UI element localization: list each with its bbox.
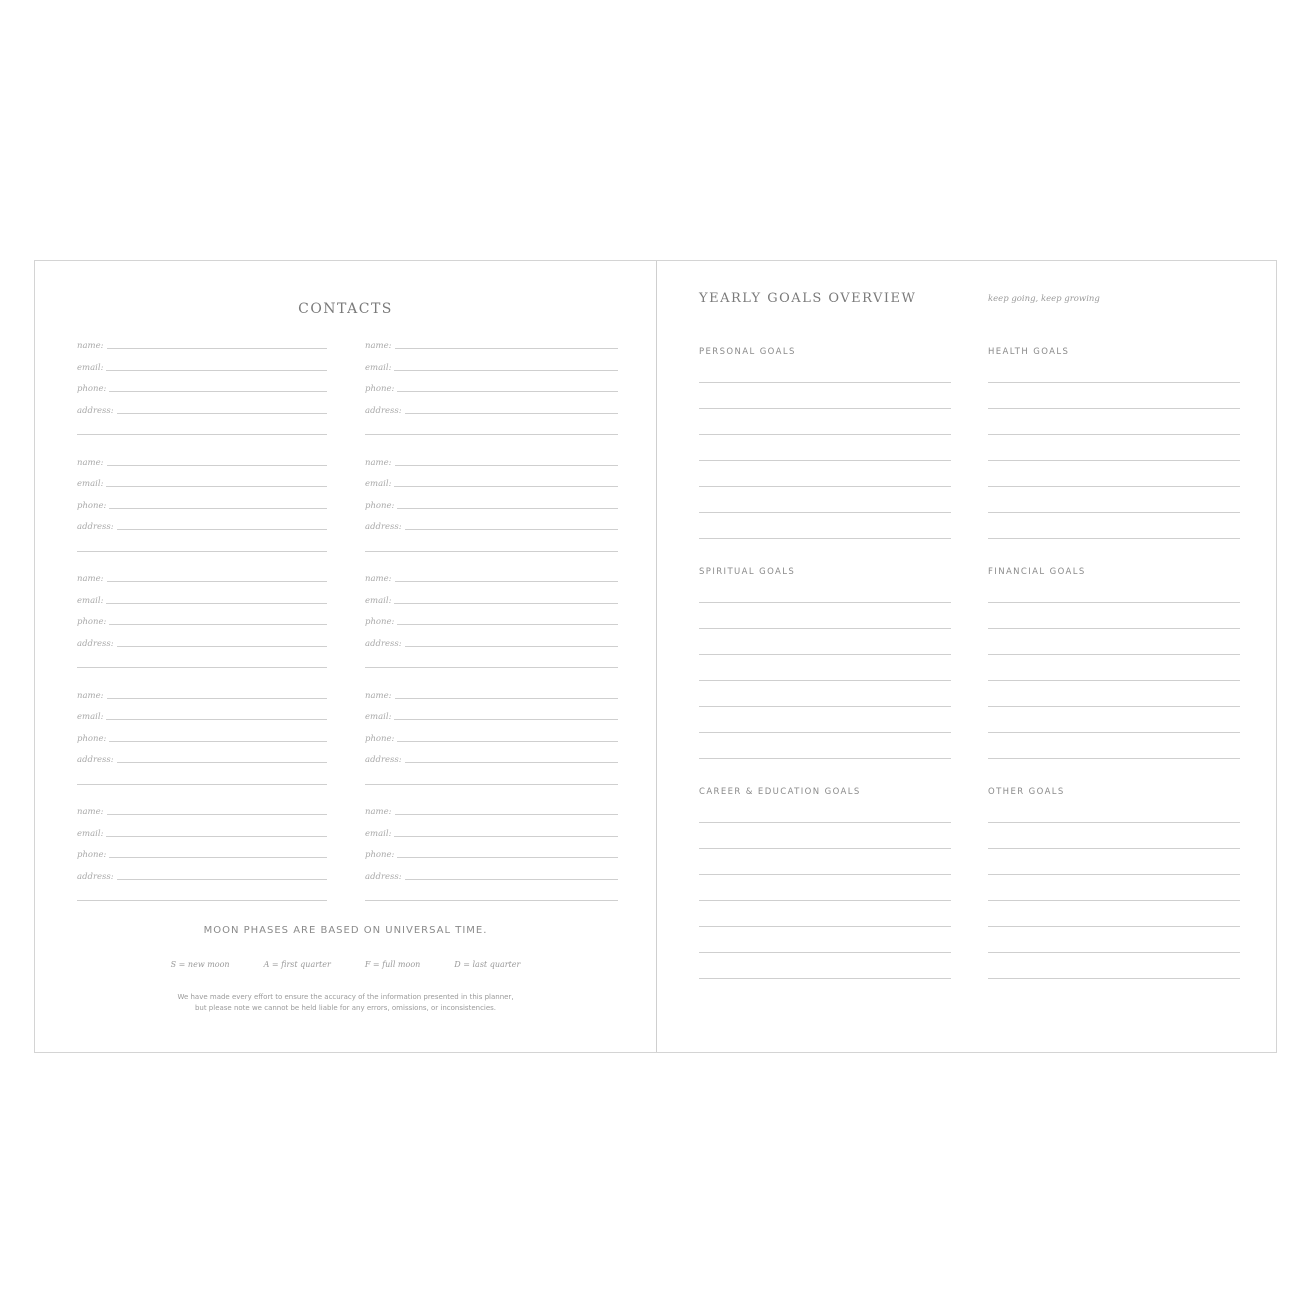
goal-section — [699, 567, 951, 767]
goal-section — [988, 347, 1240, 547]
goal-line[interactable] — [988, 486, 1240, 487]
contact-name-line[interactable] — [395, 464, 619, 466]
contact-email-label: email: — [365, 595, 392, 606]
contact-address-line-2[interactable] — [365, 656, 618, 670]
contact-name-line[interactable] — [107, 464, 328, 466]
contact-phone-line[interactable] — [397, 623, 618, 625]
goal-line[interactable] — [988, 602, 1240, 603]
contact-email-line[interactable] — [106, 835, 327, 837]
contact-name-row — [365, 570, 618, 584]
contact-phone-label: phone: — [77, 733, 107, 744]
goal-line[interactable] — [988, 628, 1240, 629]
contact-address-line[interactable] — [77, 783, 327, 785]
contact-name-line[interactable] — [395, 697, 619, 699]
planner-spread — [34, 260, 1277, 1053]
contact-name-row — [77, 570, 327, 584]
contact-name-row — [77, 337, 327, 351]
contact-address-line[interactable] — [77, 899, 327, 901]
contact-name-line[interactable] — [395, 813, 619, 815]
contact-address-label: address: — [365, 522, 402, 532]
contact-address-row — [77, 635, 327, 649]
contact-address-line[interactable] — [117, 528, 327, 530]
contact-email-line[interactable] — [106, 485, 327, 487]
goal-line[interactable] — [988, 874, 1240, 875]
goals-page — [657, 261, 1276, 1052]
contact-address-line[interactable] — [365, 550, 618, 552]
contact-phone-label: phone: — [365, 733, 395, 744]
contact-name-row — [365, 337, 618, 351]
moon-legend — [35, 960, 656, 969]
contact-address-label: address: — [365, 871, 402, 882]
contact-address-line[interactable] — [77, 550, 327, 552]
moon-legend-last-quarter: D = last quarter — [454, 960, 521, 969]
contact-address-line[interactable] — [365, 433, 618, 435]
moon-legend-first-quarter: A = first quarter — [263, 960, 331, 969]
contact-phone-row — [365, 846, 618, 860]
goal-line[interactable] — [988, 706, 1240, 707]
contact-phone-row — [365, 730, 618, 744]
goal-line[interactable] — [988, 926, 1240, 927]
goal-line[interactable] — [988, 848, 1240, 849]
contact-email-line[interactable] — [106, 602, 327, 604]
goal-section — [699, 347, 951, 547]
contact-address-label: address: — [77, 522, 114, 532]
contacts-page — [35, 261, 657, 1052]
contact-phone-row — [365, 380, 618, 394]
contact-email-row — [365, 825, 618, 839]
contact-email-label: email: — [77, 479, 104, 489]
goal-line[interactable] — [699, 900, 951, 901]
contact-name-label: name: — [365, 457, 392, 468]
contact-block — [77, 803, 327, 903]
goal-section-title: HEALTH GOALS — [988, 347, 1070, 357]
contact-address-line-2[interactable] — [365, 889, 618, 903]
contact-phone-row — [77, 613, 327, 627]
contact-name-line[interactable] — [395, 347, 619, 349]
contact-name-row — [365, 803, 618, 817]
contact-email-line[interactable] — [394, 718, 618, 720]
contact-name-row — [365, 454, 618, 468]
contact-name-row — [365, 687, 618, 701]
contact-name-label: name: — [77, 574, 104, 584]
contact-email-label: email: — [365, 362, 392, 373]
contact-block — [365, 687, 618, 787]
goal-line[interactable] — [699, 628, 951, 629]
disclaimer — [35, 992, 656, 1014]
contact-block — [77, 337, 327, 437]
goal-line[interactable] — [988, 512, 1240, 513]
goal-line[interactable] — [988, 460, 1240, 461]
contact-email-label: email: — [365, 828, 392, 839]
contact-phone-line[interactable] — [109, 507, 327, 509]
goal-line[interactable] — [699, 382, 951, 383]
contact-address-line[interactable] — [365, 783, 618, 785]
contact-phone-line[interactable] — [397, 740, 618, 742]
contact-address-label: address: — [77, 871, 114, 882]
goal-line[interactable] — [699, 822, 951, 823]
goal-line[interactable] — [699, 848, 951, 849]
contact-address-line[interactable] — [405, 528, 618, 530]
contact-block — [365, 337, 618, 437]
contact-name-line[interactable] — [107, 347, 328, 349]
contact-block — [77, 687, 327, 787]
contact-email-label: email: — [77, 828, 104, 839]
contact-address-line-2[interactable] — [365, 423, 618, 437]
contact-address-label: address: — [77, 755, 114, 765]
goal-line[interactable] — [699, 512, 951, 513]
goal-line[interactable] — [699, 952, 951, 953]
goal-line[interactable] — [699, 486, 951, 487]
contact-phone-label: phone: — [365, 617, 395, 627]
contact-address-line[interactable] — [365, 666, 618, 668]
goal-line[interactable] — [699, 434, 951, 435]
goal-line[interactable] — [988, 732, 1240, 733]
contact-email-line[interactable] — [394, 369, 618, 371]
goal-section — [988, 567, 1240, 767]
goal-line[interactable] — [988, 758, 1240, 759]
goals-tagline: keep going, keep growing — [988, 294, 1100, 304]
goal-line[interactable] — [699, 408, 951, 409]
goal-line[interactable] — [699, 874, 951, 875]
goal-line[interactable] — [699, 732, 951, 733]
moon-legend-full: F = full moon — [364, 960, 421, 969]
goal-line[interactable] — [988, 538, 1240, 539]
contact-address-line-2[interactable] — [77, 540, 327, 554]
contact-email-row — [77, 825, 327, 839]
contact-phone-row — [77, 497, 327, 511]
contact-address-label: address: — [77, 638, 114, 649]
contact-name-label: name: — [365, 574, 392, 584]
contact-email-line[interactable] — [394, 485, 618, 487]
contact-phone-row — [77, 380, 327, 394]
contact-name-label: name: — [77, 341, 104, 351]
contact-name-row — [77, 687, 327, 701]
contact-email-label: email: — [77, 712, 104, 722]
contact-address-label: address: — [365, 755, 402, 765]
contact-phone-label: phone: — [77, 384, 107, 394]
contact-address-line[interactable] — [405, 878, 618, 880]
contact-address-line[interactable] — [117, 412, 327, 414]
contacts-title: CONTACTS — [298, 301, 393, 317]
goal-line[interactable] — [988, 680, 1240, 681]
goal-line[interactable] — [699, 758, 951, 759]
goal-line[interactable] — [988, 434, 1240, 435]
contact-name-label: name: — [77, 457, 104, 468]
contact-email-label: email: — [77, 362, 104, 373]
contact-name-label: name: — [77, 807, 104, 817]
contact-name-row — [77, 803, 327, 817]
contact-phone-label: phone: — [77, 617, 107, 627]
contact-phone-line[interactable] — [397, 856, 618, 858]
contact-address-line-2[interactable] — [77, 773, 327, 787]
contact-block — [365, 803, 618, 903]
contact-address-row — [365, 518, 618, 532]
contact-address-line[interactable] — [117, 761, 327, 763]
moon-phases-title: MOON PHASES ARE BASED ON UNIVERSAL TIME. — [203, 925, 488, 936]
contact-phone-label: phone: — [77, 500, 107, 511]
contact-email-label: email: — [77, 595, 104, 606]
contact-address-line[interactable] — [77, 433, 327, 435]
goal-line[interactable] — [699, 978, 951, 979]
contact-phone-line[interactable] — [109, 390, 327, 392]
contact-block — [77, 454, 327, 554]
contact-name-line[interactable] — [107, 697, 328, 699]
goal-section-title: OTHER GOALS — [988, 787, 1065, 797]
goal-section-title: SPIRITUAL GOALS — [699, 567, 796, 577]
contact-address-label: address: — [365, 638, 402, 649]
contact-address-line-2[interactable] — [365, 540, 618, 554]
contact-email-row — [77, 592, 327, 606]
contact-phone-row — [365, 613, 618, 627]
contact-name-label: name: — [77, 690, 104, 701]
contact-address-row — [77, 518, 327, 532]
goal-line[interactable] — [699, 538, 951, 539]
contact-email-row — [365, 708, 618, 722]
goal-line[interactable] — [699, 926, 951, 927]
goal-line[interactable] — [988, 900, 1240, 901]
contact-email-row — [77, 708, 327, 722]
contact-email-line[interactable] — [394, 602, 618, 604]
contacts-grid — [77, 337, 618, 907]
contact-phone-label: phone: — [365, 500, 395, 511]
goal-line[interactable] — [988, 822, 1240, 823]
contact-block — [365, 454, 618, 554]
contact-phone-label: phone: — [365, 850, 395, 860]
contact-phone-row — [77, 846, 327, 860]
disclaimer-line-2: but please note we cannot be held liable for any errors, omissions, or inconsistencies. — [194, 1004, 497, 1012]
contact-phone-line[interactable] — [109, 623, 327, 625]
contact-address-row — [365, 751, 618, 765]
contact-name-label: name: — [365, 341, 392, 351]
contact-email-line[interactable] — [106, 369, 327, 371]
contact-phone-label: phone: — [77, 850, 107, 860]
contact-email-row — [77, 475, 327, 489]
contact-address-line-2[interactable] — [77, 423, 327, 437]
contact-phone-line[interactable] — [397, 390, 618, 392]
goal-line[interactable] — [988, 382, 1240, 383]
contact-name-label: name: — [365, 690, 392, 701]
contact-phone-row — [365, 497, 618, 511]
contact-email-row — [365, 359, 618, 373]
disclaimer-line-1: We have made every effort to ensure the accuracy of the information presented in this planner, — [177, 993, 514, 1001]
contact-address-line[interactable] — [365, 899, 618, 901]
contact-name-line[interactable] — [107, 580, 328, 582]
contact-block — [365, 570, 618, 670]
goal-section — [988, 787, 1240, 987]
contact-phone-line[interactable] — [397, 507, 618, 509]
goal-line[interactable] — [988, 408, 1240, 409]
goals-title: YEARLY GOALS OVERVIEW — [699, 291, 917, 306]
contact-address-label: address: — [365, 405, 402, 416]
goal-line[interactable] — [988, 978, 1240, 979]
contact-address-line-2[interactable] — [77, 656, 327, 670]
goal-line[interactable] — [699, 680, 951, 681]
contact-address-line[interactable] — [77, 666, 327, 668]
contact-address-line[interactable] — [405, 412, 618, 414]
contact-address-line[interactable] — [117, 878, 327, 880]
contact-address-line-2[interactable] — [365, 773, 618, 787]
contact-name-row — [77, 454, 327, 468]
contact-phone-line[interactable] — [109, 740, 327, 742]
goal-line[interactable] — [699, 602, 951, 603]
contact-phone-label: phone: — [365, 384, 395, 394]
contact-address-row — [365, 635, 618, 649]
contact-address-row — [77, 868, 327, 882]
contact-email-line[interactable] — [106, 718, 327, 720]
goal-line[interactable] — [699, 654, 951, 655]
contact-email-row — [365, 592, 618, 606]
goal-line[interactable] — [988, 654, 1240, 655]
contact-address-line[interactable] — [405, 645, 618, 647]
contact-email-line[interactable] — [394, 835, 618, 837]
contact-address-row — [77, 751, 327, 765]
contact-name-line[interactable] — [395, 580, 619, 582]
contact-address-label: address: — [77, 405, 114, 416]
goal-section — [699, 787, 951, 987]
contact-address-row — [365, 868, 618, 882]
goal-line[interactable] — [988, 952, 1240, 953]
contact-email-row — [77, 359, 327, 373]
contact-phone-row — [77, 730, 327, 744]
goal-line[interactable] — [699, 460, 951, 461]
contact-name-line[interactable] — [107, 813, 328, 815]
contact-phone-line[interactable] — [109, 856, 327, 858]
goal-section-title: PERSONAL GOALS — [699, 347, 796, 357]
moon-legend-new: S = new moon — [170, 960, 230, 969]
contact-email-row — [365, 475, 618, 489]
contact-address-line[interactable] — [117, 645, 327, 647]
goal-section-title: CAREER & EDUCATION GOALS — [699, 787, 861, 797]
contact-block — [77, 570, 327, 670]
goal-line[interactable] — [699, 706, 951, 707]
contact-address-line[interactable] — [405, 761, 618, 763]
contact-email-label: email: — [365, 712, 392, 722]
contact-address-row — [365, 402, 618, 416]
contact-address-line-2[interactable] — [77, 889, 327, 903]
contact-email-label: email: — [365, 479, 392, 489]
goal-section-title: FINANCIAL GOALS — [988, 567, 1086, 577]
contact-name-label: name: — [365, 807, 392, 817]
contact-address-row — [77, 402, 327, 416]
